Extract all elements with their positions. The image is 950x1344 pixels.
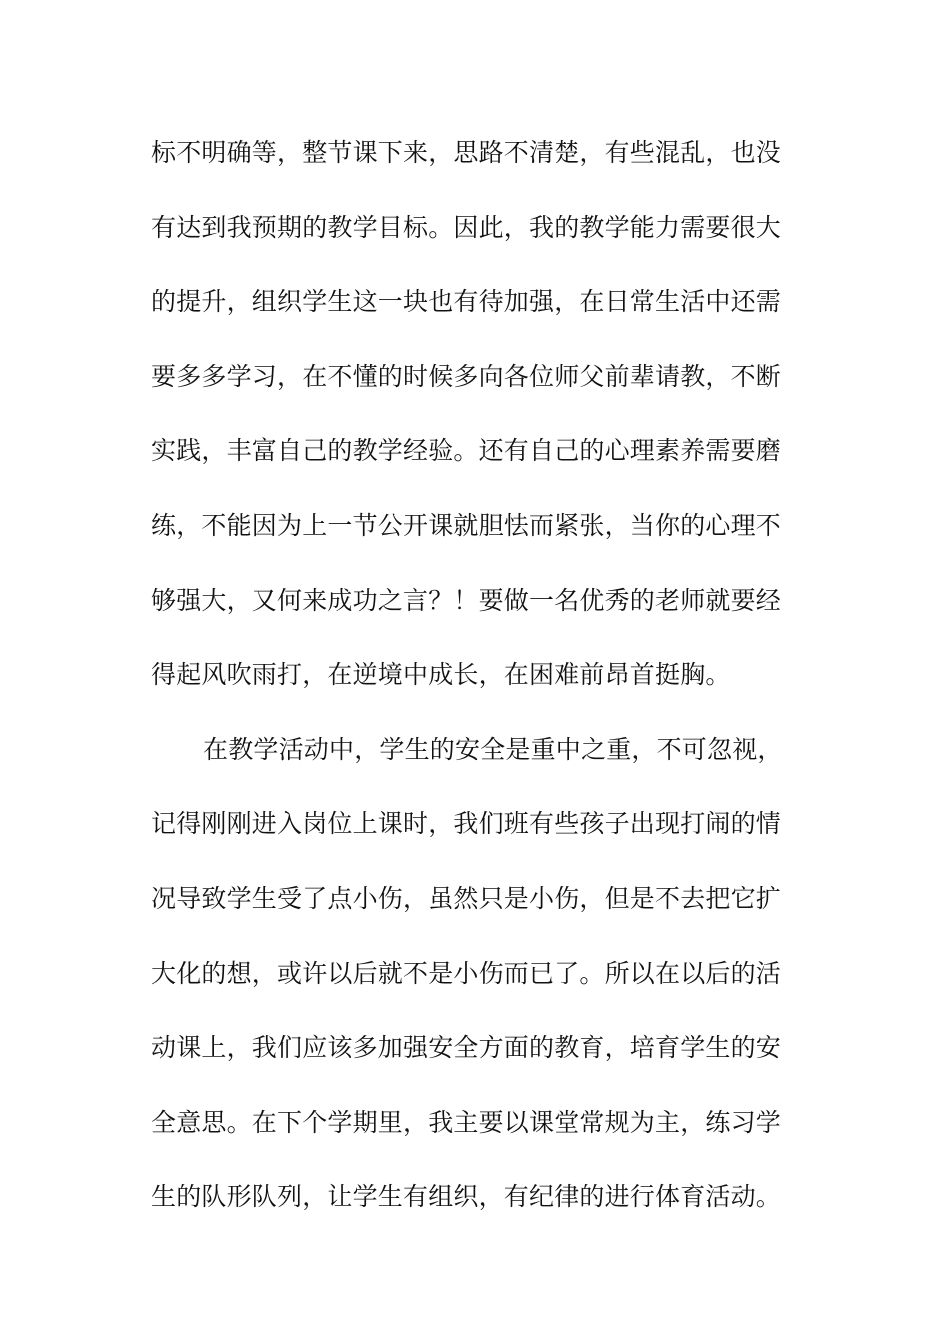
text-line-13: 动课上，我们应该多加强安全方面的教育，培育学生的安 xyxy=(151,1033,782,1063)
text-line-12: 大化的想，或许以后就不是小伤而已了。所以在以后的活 xyxy=(151,958,782,988)
text-line-6: 练，不能因为上一节公开课就胆怯而紧张，当你的心理不 xyxy=(151,510,782,540)
text-line-2: 有达到我预期的教学目标。因此，我的教学能力需要很大 xyxy=(151,212,782,242)
text-line-15: 生的队形队列，让学生有组织，有纪律的进行体育活动。 xyxy=(151,1182,782,1212)
text-line-5: 实践，丰富自己的教学经验。还有自己的心理素养需要磨 xyxy=(151,436,782,466)
text-line-7: 够强大，又何来成功之言？！要做一名优秀的老师就要经 xyxy=(151,585,782,615)
text-line-1: 标不明确等，整节课下来，思路不清楚，有些混乱，也没 xyxy=(151,138,782,167)
text-line-4: 要多多学习，在不懂的时候多向各位师父前辈请教，不断 xyxy=(151,361,782,391)
text-line-11: 况导致学生受了点小伤，虽然只是小伤，但是不去把它扩 xyxy=(151,883,782,913)
text-line-9-paragraph-start: 在教学活动中，学生的安全是重中之重，不可忽视， xyxy=(203,734,783,764)
text-line-3: 的提升，组织学生这一块也有待加强，在日常生活中还需 xyxy=(151,287,782,317)
body-text xyxy=(151,128,801,1247)
text-line-10: 记得刚刚进入岗位上课时，我们班有些孩子出现打闹的情 xyxy=(151,809,782,839)
text-line-8: 得起风吹雨打，在逆境中成长，在困难前昂首挺胸。 xyxy=(151,660,731,690)
text-line-14: 全意思。在下个学期里，我主要以课堂常规为主，练习学 xyxy=(151,1107,782,1137)
